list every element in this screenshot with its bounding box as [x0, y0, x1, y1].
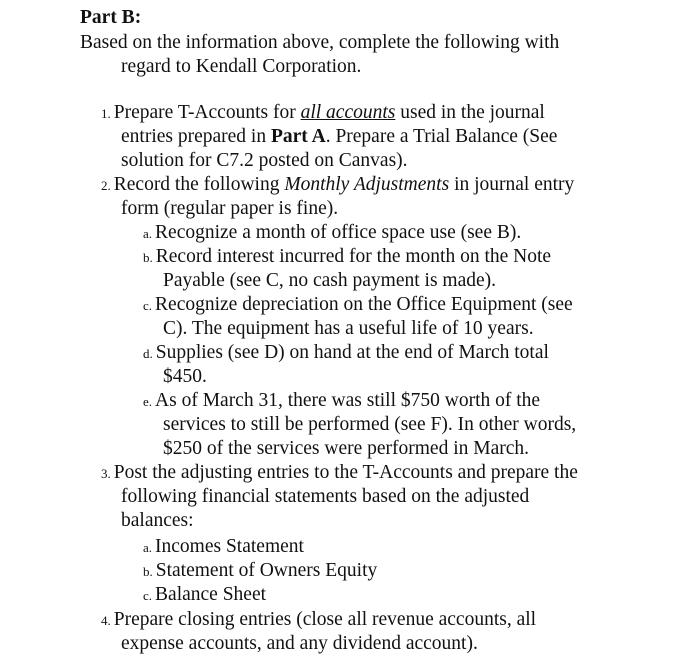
item-2c-line-1	[143, 293, 573, 318]
item-2-line-1	[101, 173, 574, 198]
item-2c-line-2: C). The equipment has a useful life of 10 years.	[163, 318, 534, 339]
item-1-text-end: used in the journal	[395, 102, 545, 123]
item-1-number: 1.	[101, 106, 111, 121]
item-4-number: 4.	[101, 613, 111, 628]
item-2e-line-1	[143, 389, 540, 414]
item-3b-letter: b.	[143, 564, 153, 579]
item-1-bold: Part A	[270, 126, 326, 147]
item-3-line-1	[101, 461, 578, 486]
item-2-text-end: in journal entry	[449, 174, 575, 195]
item-2a-text: Recognize a month of office space use (see B).	[155, 222, 522, 243]
item-3a-text: Incomes Statement	[155, 536, 304, 557]
item-2-emphasis: Monthly Adjustments	[284, 174, 450, 195]
intro-line-2: regard to Kendall Corporation.	[121, 56, 362, 77]
item-2c-letter: c.	[143, 298, 153, 313]
item-2d-line-2: $450.	[163, 366, 207, 387]
item-1-line-2	[121, 125, 557, 149]
item-2c-text: Recognize depreciation on the Office Equipment (see	[155, 294, 573, 315]
item-3b-text: Statement of Owners Equity	[155, 560, 378, 581]
item-3-line-3: balances:	[121, 510, 194, 531]
item-1-emphasis: all accounts	[300, 102, 396, 123]
item-3-number: 3.	[101, 466, 111, 481]
item-2e-line-3: $250 of the services were performed in March.	[163, 438, 530, 459]
item-1-line-1	[101, 101, 545, 126]
item-4-line-1	[101, 608, 536, 633]
item-2d-text: Supplies (see D) on hand at the end of March total	[155, 342, 549, 363]
item-2e-letter: e.	[143, 394, 153, 409]
item-2d-letter: d.	[143, 346, 153, 361]
item-3c-line-1	[143, 583, 266, 608]
item-2-text: Record the following	[113, 174, 285, 195]
intro-line-1: Based on the information above, complete the following with	[80, 32, 560, 53]
item-2a-line-1	[143, 221, 521, 246]
item-1-text: Prepare T-Accounts for	[113, 102, 301, 123]
part-heading: Part B:	[80, 7, 142, 28]
item-2d-line-1	[143, 341, 549, 366]
item-4-text: Prepare closing entries (close all revenue accounts, all	[113, 609, 537, 630]
item-3a-letter: a.	[143, 540, 153, 555]
item-1-line-3: solution for C7.2 posted on Canvas).	[121, 150, 408, 171]
item-2e-text: As of March 31, there was still $750 worth of the	[155, 390, 541, 411]
item-3-text: Post the adjusting entries to the T-Accounts and prepare the	[113, 462, 578, 483]
item-3a-line-1	[143, 535, 304, 560]
item-1-l2-text: entries prepared in	[121, 126, 271, 147]
item-2b-line-2: Payable (see C, no cash payment is made).	[163, 270, 497, 291]
item-2-number: 2.	[101, 178, 111, 193]
item-4-line-2: expense accounts, and any dividend account).	[121, 633, 478, 654]
item-2-line-2: form (regular paper is fine).	[121, 198, 339, 219]
item-2b-text: Record interest incurred for the month on the Note	[155, 246, 552, 267]
item-2a-letter: a.	[143, 226, 153, 241]
item-1-l2-text-end: . Prepare a Trial Balance (See	[325, 126, 558, 147]
item-3c-text: Balance Sheet	[155, 584, 267, 605]
item-2b-line-1	[143, 245, 551, 270]
item-3-line-2: following financial statements based on the adjusted	[121, 486, 530, 507]
item-2b-letter: b.	[143, 250, 153, 265]
item-3c-letter: c.	[143, 588, 153, 603]
item-3b-line-1	[143, 559, 377, 584]
item-2e-line-2: services to still be performed (see F). In other words,	[163, 414, 577, 435]
